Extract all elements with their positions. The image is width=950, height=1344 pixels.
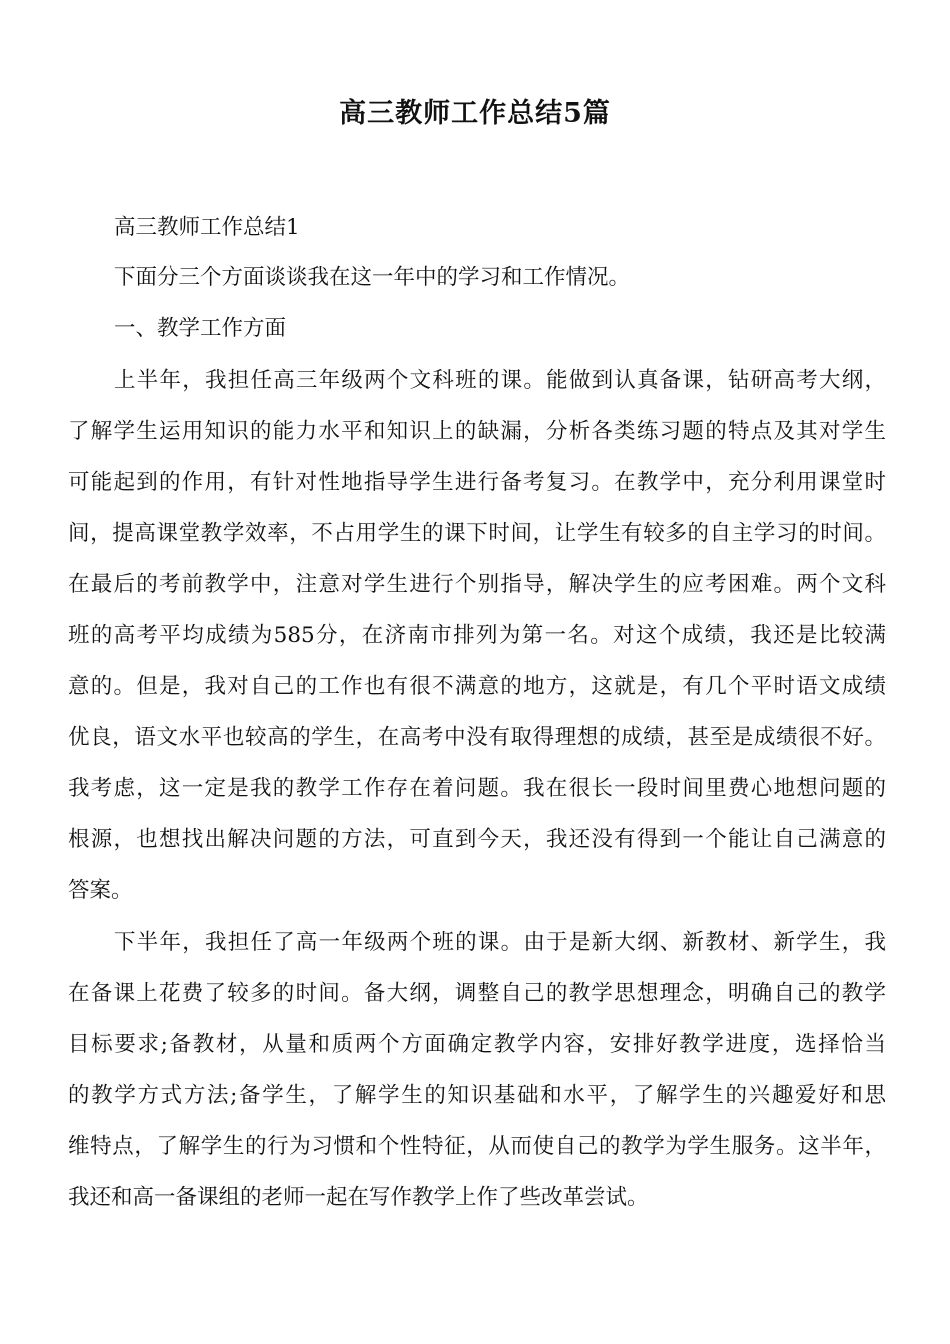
paragraph1-line: 间，提高课堂教学效率，不占用学生的课下时间，让学生有较多的自主学习的时间。 <box>68 521 886 546</box>
paragraph2-line: 我还和高一备课组的老师一起在写作教学上作了些改革尝试。 <box>68 1185 649 1210</box>
paragraph1-line: 优良，语文水平也较高的学生，在高考中没有取得理想的成绩，甚至是成绩很不好。 <box>68 725 886 750</box>
paragraph1-line: 意的。但是，我对自己的工作也有很不满意的地方，这就是，有几个平时语文成绩 <box>68 674 886 699</box>
paragraph2-line: 目标要求;备教材，从量和质两个方面确定教学内容，安排好教学进度，选择恰当 <box>68 1032 886 1057</box>
paragraph2-line: 下半年，我担任了高一年级两个班的课。由于是新大纲、新教材、新学生，我 <box>114 930 886 955</box>
paragraph2-line: 维特点，了解学生的行为习惯和个性特征，从而使自己的教学为学生服务。这半年， <box>68 1134 886 1159</box>
paragraph1-line: 可能起到的作用，有针对性地指导学生进行备考复习。在教学中，充分利用课堂时 <box>68 470 886 495</box>
paragraph1-line: 了解学生运用知识的能力水平和知识上的缺漏，分析各类练习题的特点及其对学生 <box>68 419 886 444</box>
paragraph1-line: 在最后的考前教学中，注意对学生进行个别指导，解决学生的应考困难。两个文科 <box>68 572 886 597</box>
part-heading: 一、教学工作方面 <box>114 316 287 341</box>
paragraph1-line: 我考虑，这一定是我的教学工作存在着问题。我在很长一段时间里费心地想问题的 <box>68 776 886 801</box>
paragraph1-line: 答案。 <box>68 878 133 903</box>
paragraph2-line: 在备课上花费了较多的时间。备大纲，调整自己的教学思想理念，明确自己的教学 <box>68 981 886 1006</box>
paragraph1-line: 根源，也想找出解决问题的方法，可直到今天，我还没有得到一个能让自己满意的 <box>68 827 886 852</box>
section-heading: 高三教师工作总结1 <box>114 215 300 240</box>
paragraph2-line: 的教学方式方法;备学生，了解学生的知识基础和水平，了解学生的兴趣爱好和思 <box>68 1083 886 1108</box>
paragraph1-line: 上半年，我担任高三年级两个文科班的课。能做到认真备课，钻研高考大纲， <box>114 368 886 393</box>
paragraph1-line: 班的高考平均成绩为585分，在济南市排列为第一名。对这个成绩，我还是比较满 <box>68 623 886 648</box>
document-title: 高三教师工作总结5篇 <box>339 98 611 129</box>
intro-text: 下面分三个方面谈谈我在这一年中的学习和工作情况。 <box>114 265 631 290</box>
